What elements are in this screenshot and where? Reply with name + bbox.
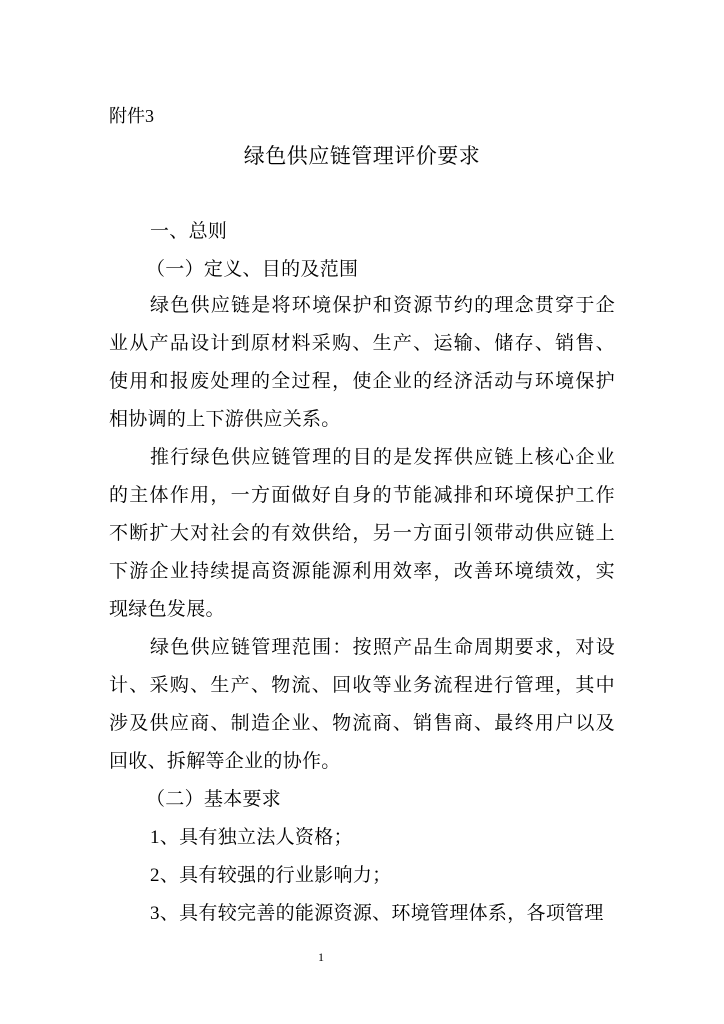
subsection-heading-definition: （一）定义、目的及范围 [146,258,359,280]
requirement-text: 、具有较强的行业影响力； [159,864,392,886]
page-number-text: 1 [318,950,324,964]
paragraph-line: 相协调的上下游供应关系。 [109,408,341,430]
paragraph-line: 使用和报废处理的全过程，使企业的经济活动与环境保护 [109,370,615,392]
requirement-item [150,863,615,888]
paragraph-line: 绿色供应链管理范围：按照产品生命周期要求，对设 [150,636,615,658]
attachment-number: 3 [145,106,154,126]
requirement-number: 1 [150,827,160,848]
document-title: 绿色供应链管理评价要求 [243,144,481,168]
requirement-text: 、具有较完善的能源资源、环境管理体系，各项管理 [159,902,604,924]
page-number [0,950,724,964]
attachment-label-text: 附件 [109,106,145,127]
paragraph-line: 推行绿色供应链管理的目的是发挥供应链上核心企业 [150,446,615,468]
paragraph-line: 计、采购、生产、物流、回收等业务流程进行管理，其中 [109,674,615,696]
requirement-number: 2 [150,865,160,886]
paragraph-line: 的主体作用，一方面做好自身的节能减排和环境保护工作 [109,484,615,506]
requirement-text: 、具有独立法人资格； [159,826,353,848]
paragraph-line: 现绿色发展。 [109,598,225,620]
subsection-heading-basic-requirements: （二）基本要求 [146,788,282,810]
paragraph-line: 绿色供应链是将环境保护和资源节约的理念贯穿于企 [150,294,615,316]
paragraph-line: 业从产品设计到原材料采购、生产、运输、储存、销售、 [109,332,615,354]
requirement-item [150,901,615,926]
paragraph-line: 涉及供应商、制造企业、物流商、销售商、最终用户以及 [109,712,615,734]
paragraph-line: 下游企业持续提高资源能源利用效率，改善环境绩效，实 [109,560,615,582]
attachment-label [109,104,154,129]
section-heading-general: 一、总则 [150,220,228,242]
requirement-number: 3 [150,903,160,924]
requirement-item [150,825,615,850]
paragraph-line: 回收、拆解等企业的协作。 [109,750,341,772]
paragraph-line: 不断扩大对社会的有效供给，另一方面引领带动供应链上 [109,522,615,544]
